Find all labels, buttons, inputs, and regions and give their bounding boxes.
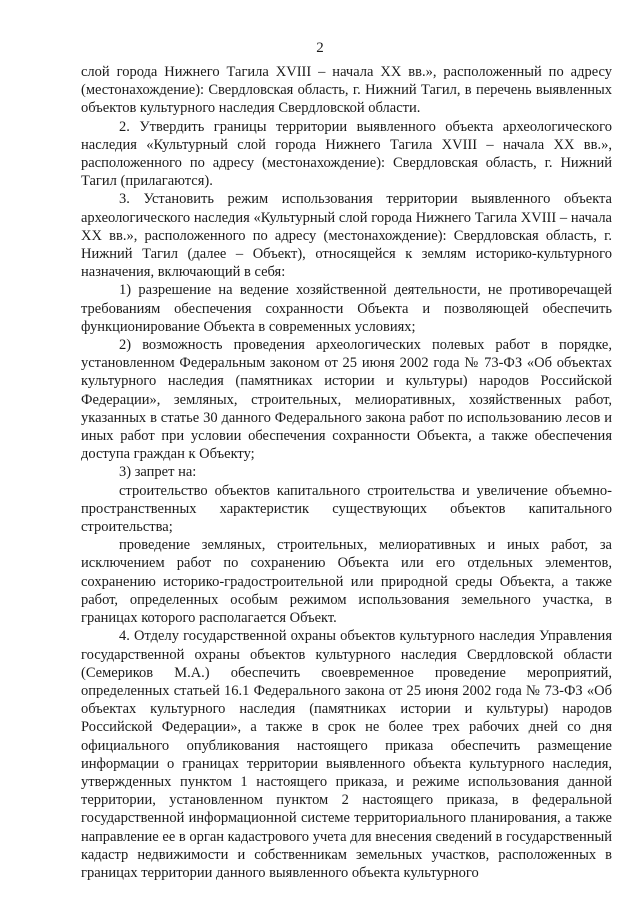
subitem-1: 1) разрешение на ведение хозяйственной деятельности, не противоречащей требованиям обеспечения сохранности Объекта и позволяющей обеспечить функционирование Объекта в современных условиях; bbox=[81, 282, 612, 335]
document-body bbox=[81, 63, 612, 882]
paragraph-continuation: слой города Нижнего Тагила XVIII – начала XX вв.», расположенный по адресу (местонахождение): Свердловская область, г. Нижний Тагил, в перечень выявленных объектов культурного наследия Свердловской области. bbox=[81, 64, 612, 117]
page-number: 2 bbox=[316, 40, 324, 56]
prohibition-construction: строительство объектов капитального строительства и увеличение объемно-пространственных характеристик существующих объектов капитального строительства; bbox=[81, 482, 612, 536]
prohibition-works: проведение земляных, строительных, мелиоративных и иных работ, за исключением работ по сохранению Объекта или его отдельных элементов, сохранению историко-градостроительной или природной среды Объекта, а также работ, определенных особым режимом использования земельного участка, в границах которого располагается Объект. bbox=[81, 537, 612, 627]
paragraph-item-4: 4. Отделу государственной охраны объектов культурного наследия Управления государственной охраны объектов культурного наследия Свердловской области (Семериков М.А.) обеспечить своевременное проведение мероприятий, определенных статьей 16.1 Федерального закона от 25 июня 2002 года № 73-ФЗ «Об объектах культурного наследия (памятниках истории и культуры) народов Российской Федерации», а также в срок не более трех рабочих дней со дня официального опубликования настоящего приказа обеспечить размещение информации о границах территории выявленного объекта культурного наследия, утвержденных пунктом 1 настоящего приказа, и режиме использования данной территории, установленном пунктом 2 настоящего приказа, в федеральной государственной информационной системе территориального планирования, а также направление ее в орган кадастрового учета для внесения сведений в государственный кадастр недвижимости и собственникам земельных участков, расположенных в границах территории данного выявленного объекта культурного bbox=[81, 628, 612, 881]
subitem-3: 3) запрет на: bbox=[119, 464, 197, 481]
paragraph-item-2: 2. Утвердить границы территории выявленного объекта археологического наследия «Культурный слой города Нижнего Тагила XVIII – начала XX вв.», расположенного по адресу (местонахождение): Свердловская область, г. Нижний Тагил (прилагаются). bbox=[81, 118, 612, 190]
subitem-2: 2) возможность проведения археологических полевых работ в порядке, установленном Федеральным законом от 25 июня 2002 года № 73-ФЗ «Об объектах культурного наследия (памятниках истории и культуры) народов Российской Федерации», земляных, строительных, мелиоративных, хозяйственных работ, указанных в статье 30 данного Федерального закона работ по использованию лесов и иных работ при условии обеспечения сохранности Объекта, а также обеспечения доступа граждан к Объекту; bbox=[81, 337, 612, 463]
paragraph-item-3: 3. Установить режим использования территории выявленного объекта археологического наследия «Культурный слой города Нижнего Тагила XVIII – начала XX вв.», расположенного по адресу (местонахождение): Свердловская область, г. Нижний Тагил (далее – Объект), относящейся к землям историко-культурного назначения, включающий в себя: bbox=[81, 191, 612, 281]
